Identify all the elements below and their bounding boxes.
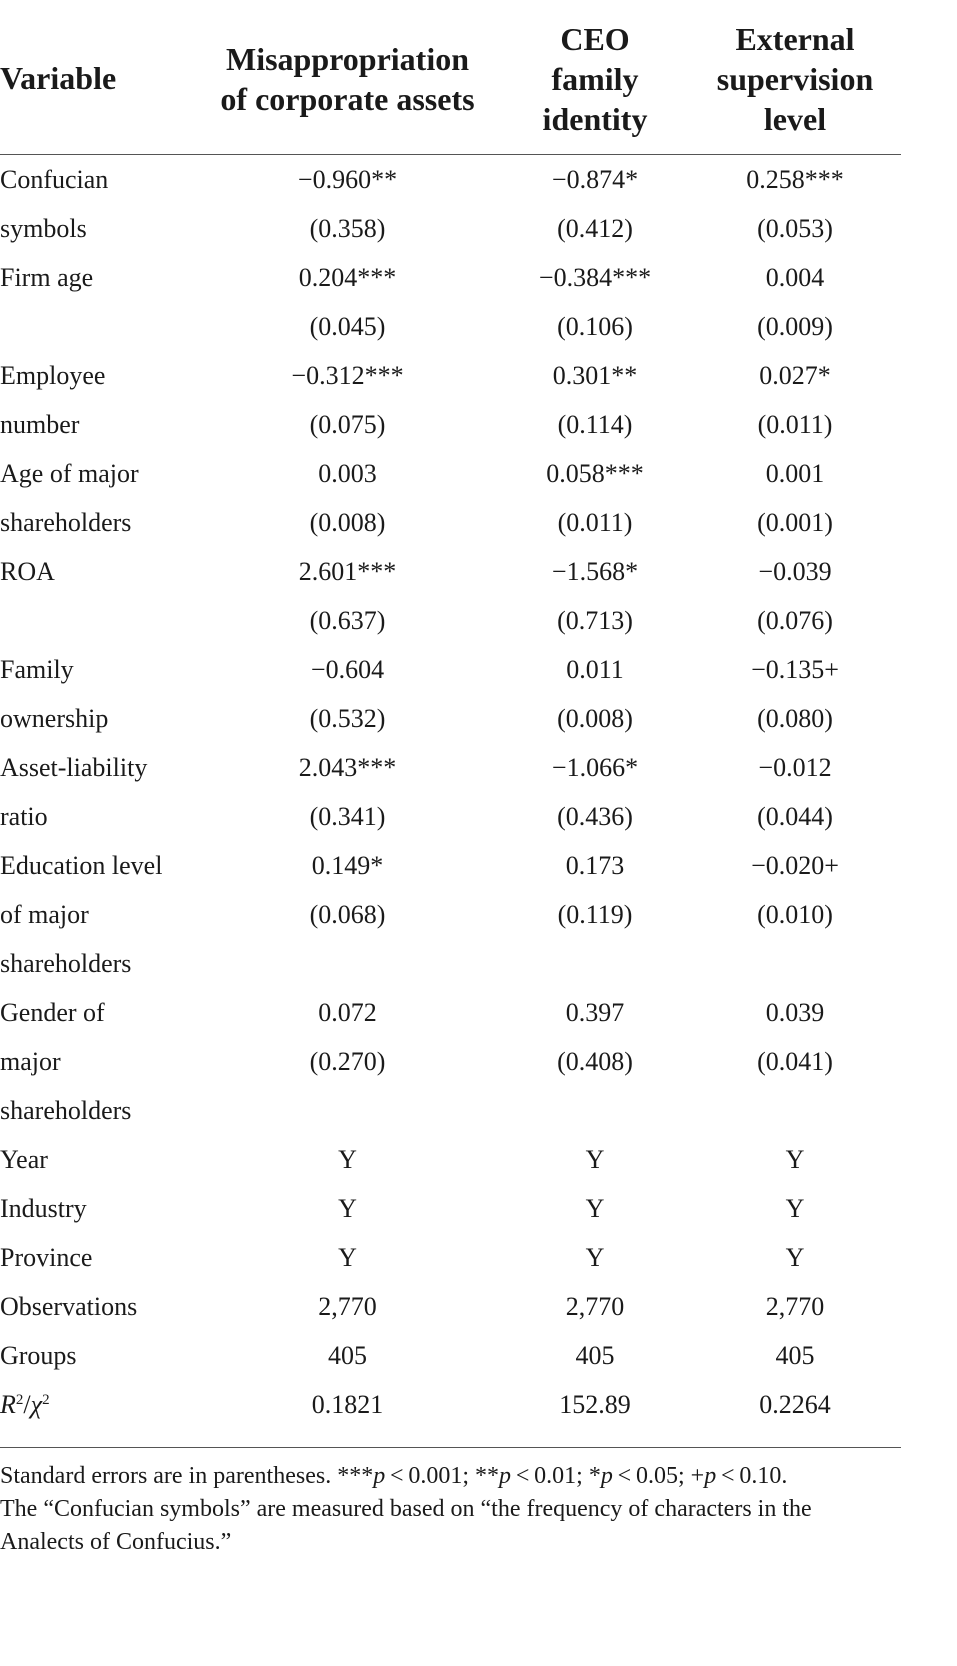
table-cell: (0.408) bbox=[557, 1047, 633, 1076]
table-row bbox=[0, 1135, 957, 1184]
row-label: number bbox=[0, 410, 80, 439]
table-cell: (0.076) bbox=[757, 606, 833, 635]
table-cell: 0.001 bbox=[765, 459, 825, 488]
row-label: Confucian bbox=[0, 165, 109, 194]
row-label: major bbox=[0, 1047, 61, 1076]
table-cell: 0.173 bbox=[565, 851, 625, 880]
table-row bbox=[0, 1331, 957, 1380]
table-cell: Y bbox=[785, 1243, 805, 1272]
header-variable bbox=[0, 58, 200, 98]
table-row bbox=[0, 1037, 957, 1086]
table-cell: −0.874* bbox=[551, 165, 639, 194]
table-cell: 405 bbox=[775, 1341, 815, 1370]
table-cell: (0.270) bbox=[309, 1047, 386, 1076]
table-cell: −0.384*** bbox=[538, 263, 652, 292]
table-cell: (0.341) bbox=[309, 802, 386, 831]
table-row bbox=[0, 498, 957, 547]
note-significance: Standard errors are in parentheses. ***p < 0.001; **p < 0.01; *p < 0.05; +p < 0.10. bbox=[0, 1463, 788, 1489]
table-cell: 0.058*** bbox=[546, 459, 644, 488]
table-cell: Y bbox=[338, 1243, 357, 1272]
row-label: Gender of bbox=[0, 998, 105, 1027]
table-cell: (0.008) bbox=[309, 508, 386, 537]
table-cell: Y bbox=[585, 1145, 605, 1174]
table-row bbox=[0, 743, 957, 792]
row-label: shareholders bbox=[0, 1096, 132, 1125]
table-row bbox=[0, 1086, 957, 1135]
table-cell: Y bbox=[338, 1145, 357, 1174]
table-cell: (0.106) bbox=[557, 312, 633, 341]
header-line: level bbox=[763, 101, 827, 137]
table-body bbox=[0, 155, 957, 1429]
table-cell: (0.011) bbox=[557, 508, 633, 537]
row-label: of major bbox=[0, 900, 89, 929]
table-cell: 0.072 bbox=[318, 998, 377, 1027]
table-row bbox=[0, 253, 957, 302]
row-label: Year bbox=[0, 1145, 48, 1174]
table-cell: 0.149* bbox=[311, 851, 384, 880]
table-row bbox=[0, 1282, 957, 1331]
table-cell: (0.045) bbox=[309, 312, 386, 341]
table-cell: 405 bbox=[575, 1341, 615, 1370]
table-cell: Y bbox=[785, 1194, 805, 1223]
table-row bbox=[0, 1233, 957, 1282]
table-row bbox=[0, 645, 957, 694]
header-ceo-family-identity bbox=[500, 19, 690, 139]
row-label: ratio bbox=[0, 802, 48, 831]
table-cell: (0.075) bbox=[309, 410, 386, 439]
note-measure-cont: Analects of Confucius.” bbox=[0, 1529, 232, 1555]
table-row bbox=[0, 841, 957, 890]
table-cell: (0.041) bbox=[757, 1047, 833, 1076]
table-cell: (0.068) bbox=[309, 900, 386, 929]
table-row bbox=[0, 694, 957, 743]
header-line: CEO bbox=[560, 21, 630, 57]
header-line: family bbox=[551, 61, 639, 97]
table-cell: −0.012 bbox=[758, 753, 832, 782]
table-cell: 0.039 bbox=[765, 998, 825, 1027]
header-misappropriation bbox=[200, 39, 495, 119]
table-cell: −0.020+ bbox=[751, 851, 839, 880]
row-label: Observations bbox=[0, 1292, 138, 1321]
row-label: Asset-liability bbox=[0, 753, 148, 782]
table-cell: 0.011 bbox=[566, 655, 624, 684]
table-cell: Y bbox=[785, 1145, 805, 1174]
table-row bbox=[0, 400, 957, 449]
table-cell: Y bbox=[338, 1194, 357, 1223]
table-row bbox=[0, 204, 957, 253]
table-cell: (0.119) bbox=[557, 900, 633, 929]
table-cell: 0.397 bbox=[565, 998, 625, 1027]
table-cell: −1.066* bbox=[551, 753, 639, 782]
table-cell: −0.312*** bbox=[291, 361, 404, 390]
table-header bbox=[0, 0, 957, 155]
table-row bbox=[0, 547, 957, 596]
table-cell: 0.1821 bbox=[311, 1390, 384, 1419]
table-row bbox=[0, 890, 957, 939]
table-cell: −0.604 bbox=[310, 655, 385, 684]
table-cell: 0.003 bbox=[318, 459, 377, 488]
table-cell: 2.601*** bbox=[298, 557, 397, 586]
table-cell: 0.004 bbox=[765, 263, 825, 292]
row-label: shareholders bbox=[0, 508, 132, 537]
table-cell: 152.89 bbox=[559, 1390, 631, 1419]
row-label: ownership bbox=[0, 704, 109, 733]
table-row bbox=[0, 988, 957, 1037]
row-label: Firm age bbox=[0, 263, 94, 292]
table-row bbox=[0, 792, 957, 841]
header-line: Misappropriation bbox=[226, 41, 469, 77]
table-cell: −0.960** bbox=[297, 165, 398, 194]
table-cell: −1.568* bbox=[551, 557, 639, 586]
table-cell: 0.204*** bbox=[298, 263, 397, 292]
table-cell: (0.044) bbox=[757, 802, 833, 831]
table-cell: 0.027* bbox=[759, 361, 831, 390]
table-cell: Y bbox=[585, 1243, 605, 1272]
table-cell: 2,770 bbox=[565, 1292, 625, 1321]
table-cell: (0.053) bbox=[757, 214, 833, 243]
table-row bbox=[0, 302, 957, 351]
table-cell: 0.258*** bbox=[746, 165, 844, 194]
table-cell: (0.114) bbox=[557, 410, 633, 439]
table-row bbox=[0, 351, 957, 400]
header-line: of corporate assets bbox=[220, 81, 475, 117]
row-label: Province bbox=[0, 1243, 93, 1272]
table-cell: (0.001) bbox=[757, 508, 833, 537]
table-row bbox=[0, 1184, 957, 1233]
table-row bbox=[0, 449, 957, 498]
table-cell: 2,770 bbox=[318, 1292, 377, 1321]
table-cell: 0.301** bbox=[552, 361, 638, 390]
row-label-r2-chi2: $R^2/\chi^2$ bbox=[0, 1390, 50, 1419]
header-line: External bbox=[735, 21, 855, 57]
row-label: Groups bbox=[0, 1341, 77, 1370]
header-line: Variable bbox=[0, 60, 117, 96]
row-label: symbols bbox=[0, 214, 87, 243]
row-label: Education level bbox=[0, 851, 163, 880]
header-line: supervision bbox=[716, 61, 874, 97]
header-line: identity bbox=[542, 101, 648, 137]
table-row bbox=[0, 939, 957, 988]
table-cell: (0.010) bbox=[757, 900, 833, 929]
row-label: ROA bbox=[0, 557, 55, 586]
table-cell: −0.135+ bbox=[751, 655, 839, 684]
table-cell: (0.436) bbox=[557, 802, 633, 831]
table-row bbox=[0, 155, 957, 204]
table-cell: (0.009) bbox=[757, 312, 833, 341]
table-cell: 2,770 bbox=[765, 1292, 825, 1321]
table-cell: (0.080) bbox=[757, 704, 833, 733]
table-row bbox=[0, 1380, 957, 1429]
table-cell: Y bbox=[585, 1194, 605, 1223]
row-label: Employee bbox=[0, 361, 106, 390]
row-label: shareholders bbox=[0, 949, 132, 978]
footer-rule bbox=[0, 1447, 901, 1448]
table-cell: (0.532) bbox=[309, 704, 386, 733]
table-cell: (0.008) bbox=[557, 704, 633, 733]
row-label: Age of major bbox=[0, 459, 139, 488]
table-cell: (0.713) bbox=[557, 606, 633, 635]
table-cell: 2.043*** bbox=[298, 753, 397, 782]
table-cell: 405 bbox=[328, 1341, 367, 1370]
table-cell: (0.358) bbox=[309, 214, 386, 243]
table-cell: (0.412) bbox=[557, 214, 633, 243]
table-cell: −0.039 bbox=[758, 557, 832, 586]
table-cell: 0.2264 bbox=[759, 1390, 831, 1419]
note-measure: The “Confucian symbols” are measured based on “the frequency of characters in the bbox=[0, 1496, 812, 1522]
row-label: Industry bbox=[0, 1194, 87, 1223]
header-external-supervision bbox=[695, 19, 895, 139]
row-label: Family bbox=[0, 655, 74, 684]
table-row bbox=[0, 596, 957, 645]
table-cell: (0.011) bbox=[757, 410, 833, 439]
table-cell: (0.637) bbox=[309, 606, 386, 635]
